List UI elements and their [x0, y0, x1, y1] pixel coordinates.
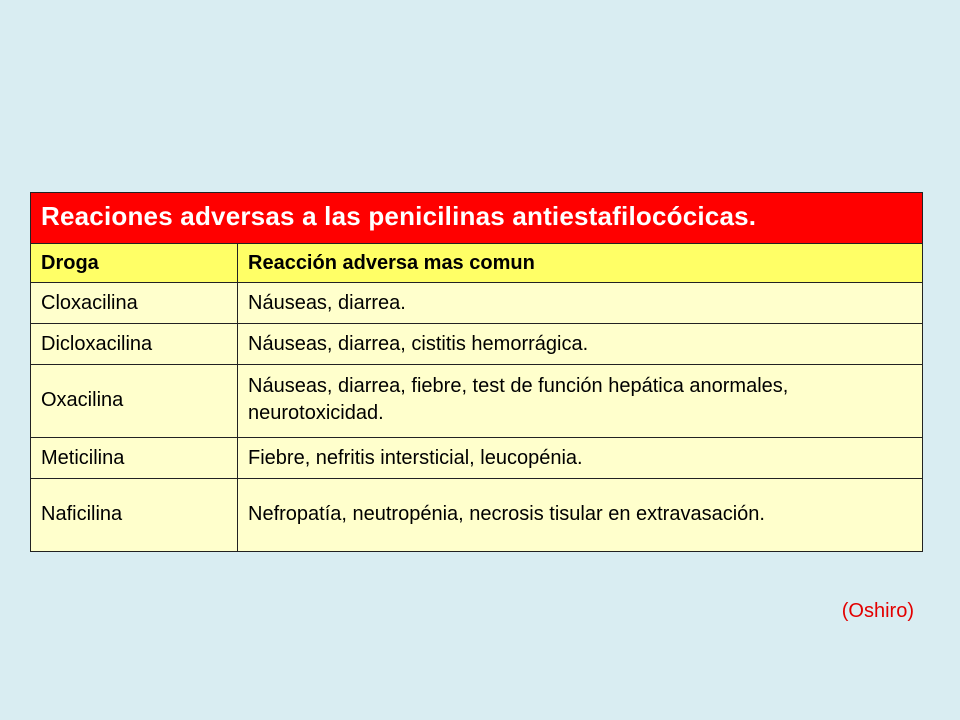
reaction-cell: Náuseas, diarrea, cistitis hemorrágica.: [238, 324, 923, 365]
table-row: [31, 324, 923, 365]
source-citation: (Oshiro): [841, 600, 914, 622]
adverse-reactions-table: [30, 192, 923, 552]
reaction-cell: Nefropatía, neutropénia, necrosis tisular en extravasación.: [238, 479, 923, 552]
table-row: [31, 479, 923, 552]
drug-cell: Naficilina: [31, 479, 238, 552]
table-header-row: [31, 244, 923, 283]
reaction-cell: Fiebre, nefritis intersticial, leucopénia.: [238, 438, 923, 479]
header-drug: Droga: [31, 244, 238, 283]
drug-cell: Oxacilina: [31, 365, 238, 438]
table-row: [31, 438, 923, 479]
header-reaction: Reacción adversa mas comun: [238, 244, 923, 283]
table-title: Reaciones adversas a las penicilinas antiestafilocócicas.: [41, 201, 757, 231]
drug-cell: Dicloxacilina: [31, 324, 238, 365]
table-row: [31, 283, 923, 324]
table-row: [31, 365, 923, 438]
reaction-cell: Náuseas, diarrea, fiebre, test de función hepática anormales, neurotoxicidad.: [238, 365, 923, 438]
drug-cell: Meticilina: [31, 438, 238, 479]
table-title-row: [31, 193, 923, 244]
table-title-cell: [31, 193, 923, 244]
reaction-cell: Náuseas, diarrea.: [238, 283, 923, 324]
drug-cell: Cloxacilina: [31, 283, 238, 324]
